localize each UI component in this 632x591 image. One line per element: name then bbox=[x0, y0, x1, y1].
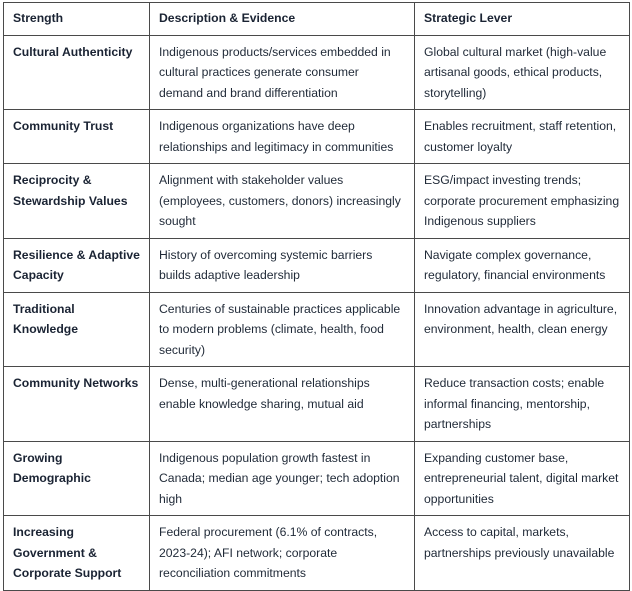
lever-cell: Expanding customer base, entrepreneurial talent, digital market opportunities bbox=[415, 441, 630, 516]
description-cell: Federal procurement (6.1% of contracts, 2023-24); AFI network; corporate reconciliation commitments bbox=[150, 516, 415, 591]
strength-cell: Increasing Government & Corporate Support bbox=[4, 516, 150, 591]
description-cell: Dense, multi-generational relationships enable knowledge sharing, mutual aid bbox=[150, 367, 415, 442]
description-cell: Indigenous products/services embedded in cultural practices generate consumer demand and brand differentiation bbox=[150, 35, 415, 110]
lever-cell: Global cultural market (high-value artisanal goods, ethical products, storytelling) bbox=[415, 35, 630, 110]
description-cell: Centuries of sustainable practices applicable to modern problems (climate, health, food security) bbox=[150, 292, 415, 367]
table-row bbox=[4, 516, 630, 591]
description-cell: Indigenous organizations have deep relationships and legitimacy in communities bbox=[150, 110, 415, 164]
strength-cell: Traditional Knowledge bbox=[4, 292, 150, 367]
description-cell: History of overcoming systemic barriers builds adaptive leadership bbox=[150, 238, 415, 292]
lever-cell: Enables recruitment, staff retention, customer loyalty bbox=[415, 110, 630, 164]
strengths-table bbox=[3, 2, 630, 591]
table-header-row bbox=[4, 3, 630, 36]
table-row bbox=[4, 441, 630, 516]
strength-cell: Growing Demographic bbox=[4, 441, 150, 516]
lever-cell: Access to capital, markets, partnerships previously unavailable bbox=[415, 516, 630, 591]
strength-cell: Reciprocity & Stewardship Values bbox=[4, 164, 150, 239]
lever-cell: Reduce transaction costs; enable informal financing, mentorship, partnerships bbox=[415, 367, 630, 442]
table-row bbox=[4, 110, 630, 164]
table-row bbox=[4, 292, 630, 367]
header-strategic-lever: Strategic Lever bbox=[415, 3, 630, 36]
header-strength: Strength bbox=[4, 3, 150, 36]
lever-cell: Navigate complex governance, regulatory, financial environments bbox=[415, 238, 630, 292]
lever-cell: Innovation advantage in agriculture, environment, health, clean energy bbox=[415, 292, 630, 367]
strength-cell: Community Trust bbox=[4, 110, 150, 164]
description-cell: Indigenous population growth fastest in Canada; median age younger; tech adoption high bbox=[150, 441, 415, 516]
table-row bbox=[4, 35, 630, 110]
strength-cell: Resilience & Adaptive Capacity bbox=[4, 238, 150, 292]
strength-cell: Cultural Authenticity bbox=[4, 35, 150, 110]
strength-cell: Community Networks bbox=[4, 367, 150, 442]
table-row bbox=[4, 164, 630, 239]
description-cell: Alignment with stakeholder values (employees, customers, donors) increasingly sought bbox=[150, 164, 415, 239]
table-row bbox=[4, 238, 630, 292]
header-description: Description & Evidence bbox=[150, 3, 415, 36]
table-row bbox=[4, 367, 630, 442]
lever-cell: ESG/impact investing trends; corporate procurement emphasizing Indigenous suppliers bbox=[415, 164, 630, 239]
